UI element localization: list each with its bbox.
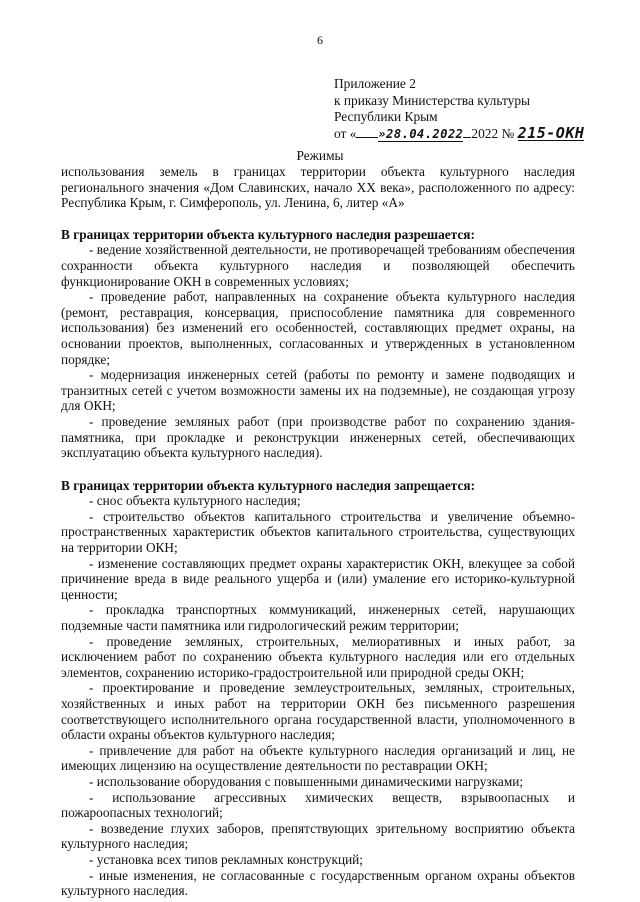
document-body — [61, 164, 575, 899]
prohibited-item: - проведение земляных, строительных, мелиоративных и иных работ, за исключением работ по сохранению объекта культурного наследия или его отдельных элементов, сохранению историко-градостроительной или природной среды ОКН; — [61, 633, 575, 680]
prohibited-item: - использование оборудования с повышенными динамическими нагрузками; — [89, 773, 524, 789]
section-gap — [61, 461, 575, 478]
appendix-line-1: Приложение 2 — [334, 76, 416, 91]
appendix-header — [334, 76, 604, 142]
allowed-item: - модернизация инженерных сетей (работы по ремонту и замене подводящих и транзитных сетей с учетом возможности замены их на подземные), не создающая угрозу для ОКН; — [61, 367, 575, 414]
allowed-heading: В границах территории объекта культурного наследия разрешается: — [61, 226, 475, 242]
prohibited-item: - привлечение для работ на объекте культурного наследия организаций и лиц, не имеющих лицензию на осуществление деятельности по реставрации ОКН; — [61, 742, 575, 774]
prohibited-item: - иные изменения, не согласованные с государственным органом охраны объектов культурного наследия. — [61, 867, 575, 899]
allowed-item: - проведение земляных работ (при производстве работ по сохранению здания-памятника, при прокладке и реконструкции инженерных сетей, обеспечивающих эксплуатацию объекта культурного наследия). — [61, 413, 575, 461]
appendix-order-line — [334, 123, 604, 143]
intro-paragraph: использования земель в границах территории объекта культурного наследия регионального значения «Дом Славинских, начало ХХ века», расположенного по адресу: Республика Крым, г. Симферополь, ул. Ленина, 6, литер «А» — [61, 164, 575, 211]
handwritten-order-number: 215-ОКН — [517, 123, 585, 142]
prohibited-item: - прокладка транспортных коммуникаций, инженерных сетей, нарушающих подземные части памятника или гидрологический режим территории; — [61, 602, 575, 634]
prohibited-heading: В границах территории объекта культурного наследия запрещается: — [61, 477, 475, 493]
appendix-line-3: Республики Крым — [334, 109, 438, 124]
allowed-list — [61, 242, 575, 460]
order-date-prefix: от « — [334, 125, 357, 141]
document-title: Режимы — [296, 148, 344, 163]
prohibited-item: - использование агрессивных химических веществ, взрывоопасных и пожароопасных технологий; — [61, 789, 575, 821]
allowed-item: - ведение хозяйственной деятельности, не противоречащей требованиям обеспечения сохранности объекта культурного наследия и позволяющей обеспечить функционирование ОКН в современных условиях; — [61, 242, 575, 289]
prohibited-item: - строительство объектов капитального строительства и увеличение объемно-пространственных характеристик объектов капитального строительства, существующих на территории ОКН; — [61, 508, 575, 556]
appendix-line-2: к приказу Министерства культуры — [334, 92, 531, 108]
prohibited-item: - снос объекта культурного наследия; — [89, 493, 301, 509]
handwritten-date: »28.04.2022 — [378, 126, 464, 141]
prohibited-item: - изменение составляющих предмет охраны характеристик ОКН, влекущее за собой причинение вреда в виде реального ущерба и (или) умаление его историко-культурной ценности; — [61, 555, 575, 602]
prohibited-item: - проектирование и проведение землеустроительных, земляных, строительных, хозяйственных и иных работ на территории ОКН без письменного разрешения соответствующего исполнительного органа государственной власти, уполномоченного в области охраны объектов культурного наследия; — [61, 680, 575, 743]
allowed-item: - проведение работ, направленных на сохранение объекта культурного наследия (ремонт, реставрация, консервация, приспособление памятника для современного использования) без изменений его особенностей, составляющих предмет охраны, на основании проектов, выполненных, согласованных и утвержденных в установленном порядке; — [61, 289, 575, 367]
order-year-suffix: 2022 № — [471, 125, 515, 141]
prohibited-item: - установка всех типов рекламных конструкций; — [89, 851, 363, 867]
page-number: 6 — [317, 33, 323, 47]
prohibited-item: - возведение глухих заборов, препятствующих зрительному восприятию объекта культурного наследия; — [61, 820, 575, 852]
date-blank — [356, 137, 378, 138]
prohibited-list — [61, 493, 575, 898]
